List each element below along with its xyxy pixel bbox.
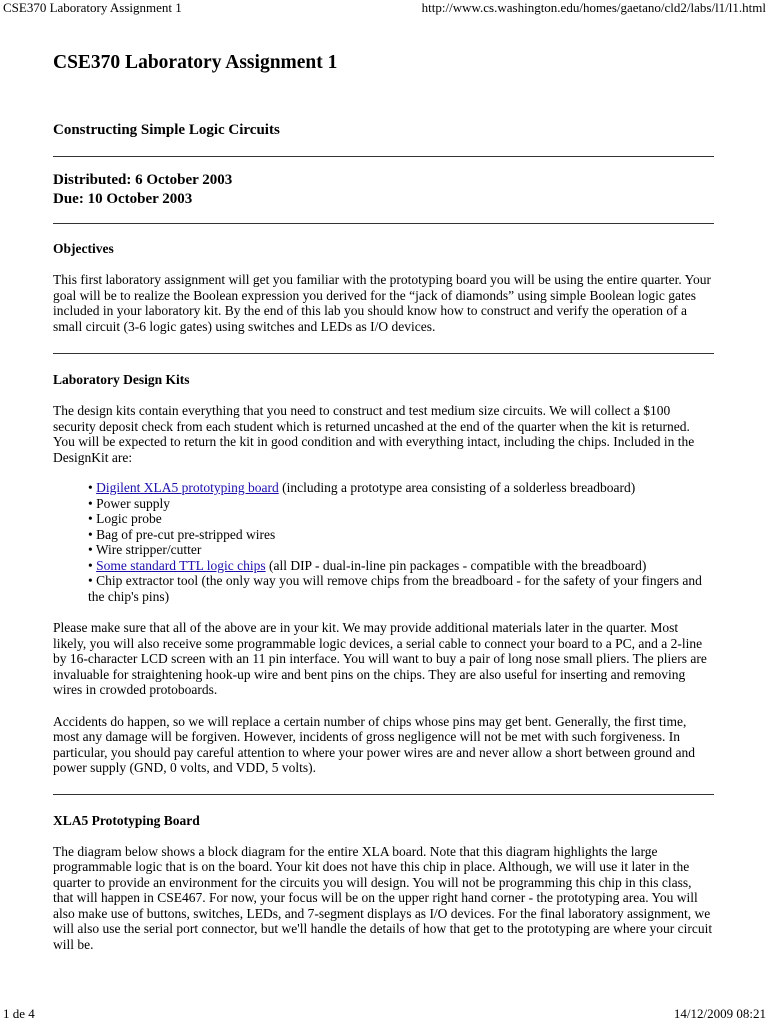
- kit-list-item: [88, 558, 714, 574]
- kit-item-text: (all DIP - dual-in-line pin packages - compatible with the breadboard): [265, 557, 647, 573]
- kit-items-list: [53, 480, 714, 604]
- kit-item-text: Chip extractor tool (the only way you will remove chips from the breadboard - for the safety of your fingers and the chip's pins): [88, 573, 702, 604]
- kits-paragraph-3: Accidents do happen, so we will replace a certain number of chips whose pins may get bent. Generally, the first time, most any damage will be forgiven. However, incidents of gross negligence will not be met with such forgiveness. In particular, you should pay careful attention to where your power wires are and never allow a short between ground and power supply (GND, 0 volts, and VDD, 5 volts).: [53, 713, 695, 775]
- bullet: •: [88, 480, 97, 495]
- xla5-paragraph: The diagram below shows a block diagram for the entire XLA board. Note that this diagram highlights the large programmable logic that is on the board. Your kit does not have this chip in place. Although, we will use it later in the quarter to provide an environment for the circuits you will design. You will not be programming this chip in this class, that will happen in CSE467. For now, your focus will be on the upper right hand corner - the prototyping area. You will also make use of buttons, switches, LEDs, and 7-segment displays as I/O devices. For the final laboratory assignment, we will also use the serial port connector, but we'll handle the details of how that get to the prototyping are where your circuit will be.: [53, 843, 713, 952]
- bullet: •: [88, 542, 96, 557]
- divider: [53, 156, 714, 157]
- kits-paragraph-2: Please make sure that all of the above are in your kit. We may provide additional materials later in the quarter. Most likely, you will also receive some programmable logic devices, a serial cable to connect your board to a PC, and a 2-line by 16-character LCD screen with an 11 pin interface. You will want to buy a pair of long nose small pliers. The pliers are invaluable for straightening hook-up wire and bent pins on the chips. They are also useful for inserting and removing wires in crowded protoboards.: [53, 620, 707, 697]
- kit-list-item: [88, 527, 714, 543]
- print-footer-page: 1 de 4: [3, 1006, 35, 1021]
- xla5-heading: XLA5 Prototyping Board: [53, 812, 200, 828]
- print-footer-datetime: 14/12/2009 08:21: [673, 1006, 766, 1021]
- kit-list-item: [88, 542, 714, 558]
- bullet: •: [88, 495, 97, 511]
- kit-item-link[interactable]: Some standard TTL logic chips: [96, 557, 266, 573]
- dates-block: [53, 171, 714, 209]
- kit-item-text: Bag of pre-cut pre-stripped wires: [96, 526, 276, 542]
- kit-item-text: (including a prototype area consisting of a solderless breadboard): [278, 480, 636, 495]
- bullet: •: [88, 511, 97, 526]
- objectives-paragraph: This first laboratory assignment will get you familiar with the prototyping board you will be using the entire quarter. Your goal will be to realize the Boolean expression you derived for the “jack of diamonds” using simple Boolean logic gates included in your laboratory kit. By the end of this lab you should know how to construct and verify the operation of a small circuit (3-6 logic gates) using switches and LEDs as I/O devices.: [53, 272, 712, 334]
- kit-item-text: Wire stripper/cutter: [95, 542, 202, 557]
- bullet: •: [88, 557, 97, 573]
- document-body: [53, 52, 714, 952]
- divider: [53, 223, 714, 224]
- kit-list-item: [88, 480, 714, 496]
- print-header-url: http://www.cs.washington.edu/homes/gaetano/cld2/labs/l1/l1.html: [421, 0, 766, 15]
- kit-item-text: Power supply: [96, 495, 170, 511]
- kits-intro-paragraph: The design kits contain everything that you need to construct and test medium size circuits. We will collect a $100 security deposit check from each student which is returned uncashed at the end of the quarter when the kit is returned. You will be expected to return the kit in good condition and with everything intact, including the chips. Included in the DesignKit are:: [53, 403, 695, 465]
- bullet: •: [88, 573, 97, 588]
- objectives-heading: Objectives: [53, 241, 114, 256]
- kit-item-link[interactable]: Digilent XLA5 prototyping board: [96, 480, 279, 495]
- divider: [53, 794, 714, 795]
- distributed-date: Distributed: 6 October 2003: [53, 172, 233, 188]
- due-date: Due: 10 October 2003: [53, 191, 193, 207]
- kits-heading: Laboratory Design Kits: [53, 372, 190, 387]
- page-title: CSE370 Laboratory Assignment 1: [53, 52, 338, 73]
- kit-list-item: [88, 496, 714, 512]
- divider: [53, 353, 714, 354]
- kit-item-text: Logic probe: [96, 511, 162, 526]
- kit-list-item: [88, 573, 714, 604]
- bullet: •: [88, 526, 97, 542]
- print-header-title: CSE370 Laboratory Assignment 1: [3, 0, 182, 15]
- page-subtitle: Constructing Simple Logic Circuits: [53, 122, 280, 138]
- kit-list-item: [88, 511, 714, 527]
